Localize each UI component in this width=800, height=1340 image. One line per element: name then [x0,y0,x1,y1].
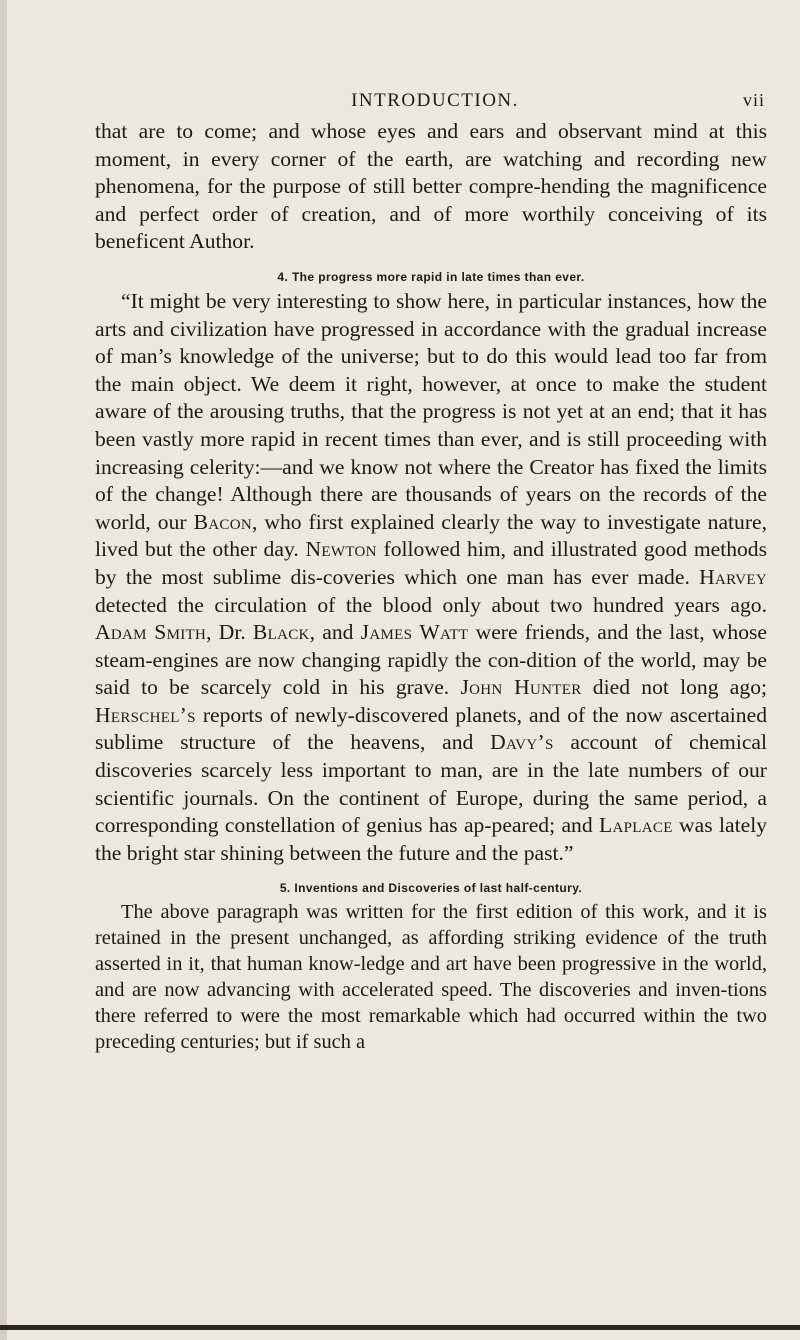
name-newton: Newton [305,537,377,562]
running-head: INTRODUCTION. [351,90,519,111]
page-bottom-edge [0,1325,800,1330]
text-run: were friends, and the last, whose steam-engines are now changing rapidly the con-dition of the world, may be said to be scarcely cold in his grave. [95,620,768,700]
text-run: “It might be very interesting to show here, in particular instances, how the arts and civilization have progressed in accordance with the gradual increase of man’s knowledge of the universe; but to do this would lead too far from the main object. We deem it right, however, at once to make the student aware of the arousing truths, that the progress is not yet at an end; that it has been vastly more rapid in recent times than ever, and is still proceeding with increasing celerity:—and we know not where the Creator has fixed the limits of the change! Although there are thousands of years on the records of the world, our [95,288,767,534]
text-run: , who first explained clearly the way to investigate nature, lived but the other day. [95,509,768,562]
paragraph-quotation [95,288,767,867]
text-run: was lately the bright star shining between the future and the past.” [95,813,767,865]
text-run: died not long ago; [581,675,767,700]
text-run: , and [309,620,361,645]
section-heading-5: 5. Inventions and Discoveries of last half-century. [279,881,583,896]
name-james-watt: James Watt [360,620,469,645]
paragraph-commentary: The above paragraph was written for the first edition of this work, and it is retained in the present unchanged, as affording striking evidence of the truth asserted in it, that human know-ledge and art have been progressive in the world, and are now advancing with accelerated speed. The discoveries and inven-tions there referred to were the most remarkable which had occurred within the two preceding centuries; but if such a [95,901,767,1054]
page-gutter-edge [0,0,7,1340]
page-body [95,118,767,1055]
name-bacon: Bacon [193,509,252,534]
text-run: detected the circulation of the blood only about two hundred years ago. [95,592,767,617]
name-john-hunter: John Hunter [460,675,582,700]
paragraph-continued: that are to come; and whose eyes and ears and observant mind at this moment, in every corner of the earth, are watching and recording new phenomena, for the purpose of still better compre-hending the magnificence and perfect order of creation, and of more worthily conceiving of its beneficent Author. [95,119,767,254]
text-run: account of chemical discoveries scarcely less important to man, are in the late numbers of our scientific journals. On the continent of Europe, during the same period, a corresponding constellation of genius has ap-peared; and [95,730,767,838]
name-adam-smith: Adam Smith [95,620,207,645]
name-harvey: Harvey [699,564,767,589]
page-header [95,90,775,116]
section-heading-4: 4. The progress more rapid in late times than ever. [277,269,585,284]
name-herschel: Herschel’s [95,702,196,727]
name-black: Black [252,620,310,645]
text-run: followed him, and illustrated good methods by the most sublime dis-coveries which one man has ever made. [95,537,767,589]
name-laplace: Laplace [599,813,673,838]
text-run: , Dr. [206,620,253,645]
page-number: vii [742,90,765,110]
name-davy: Davy’s [490,730,554,755]
text-run: reports of newly-discovered planets, and of the now ascertained sublime structure of the heavens, and [95,702,767,755]
